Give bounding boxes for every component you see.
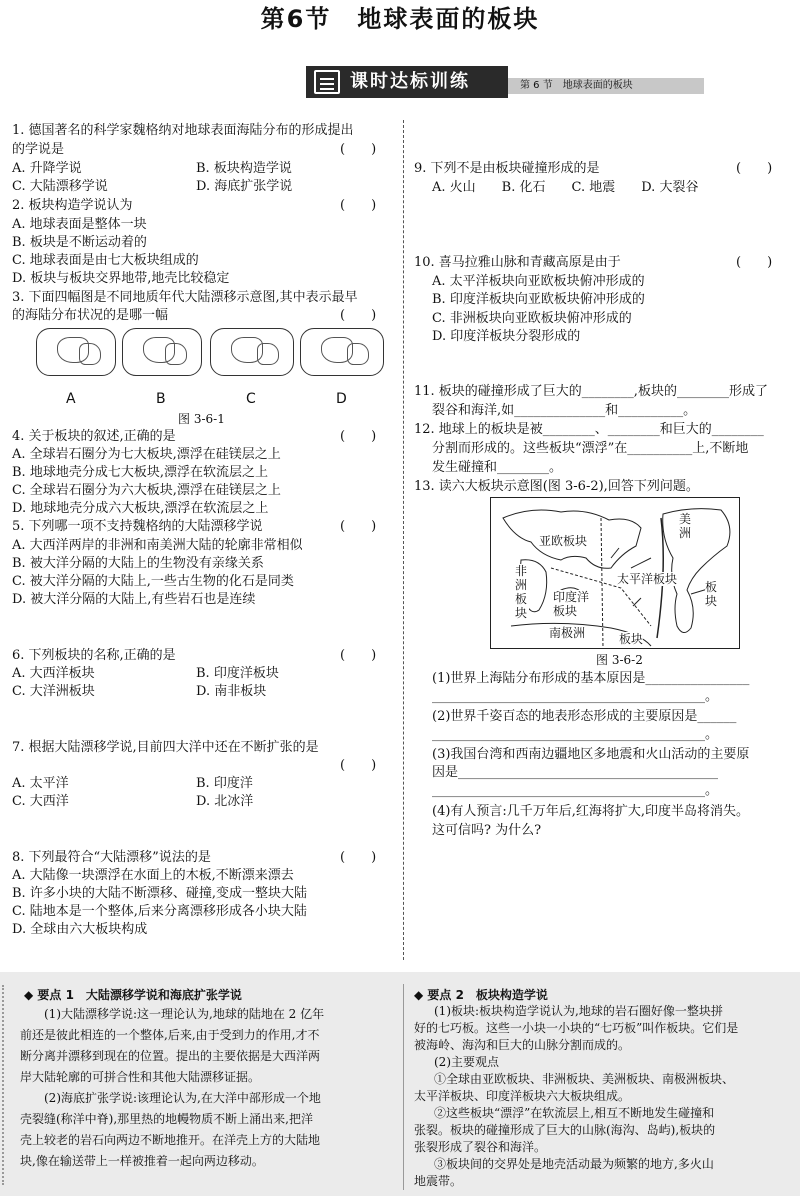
figure-caption-3-6-1: 图 3-6-1 — [178, 412, 225, 426]
question-line: C. 非洲板块向亚欧板块俯冲形成的 — [432, 311, 632, 326]
answer-bracket: ( ) — [340, 648, 377, 663]
banner-subtitle: 第 6 节 地球表面的板块 — [508, 78, 704, 94]
key-point-2-line: ②这些板块“漂浮”在软流层上,相互不断地发生碰撞和 — [434, 1106, 715, 1120]
key-point-2-line: (1)板块:板块构造学说认为,地球的岩石圈好像一整块拼 — [434, 1004, 723, 1018]
question-line: 这可信吗? 为什么? — [432, 823, 542, 838]
question-line: __________________________________________。 — [432, 727, 718, 742]
label-indian-ocean-plate: 印度洋板块 — [553, 590, 590, 618]
option-label-b: B — [156, 391, 166, 407]
question-line: D. 全球由六大板块构成 — [12, 922, 148, 937]
answer-bracket: ( ) — [340, 429, 377, 444]
question-line: B. 许多小块的大陆不断漂移、碰撞,变成一整块大陆 — [12, 886, 307, 901]
question-line: C. 陆地本是一个整体,后来分离漂移形成各小块大陆 — [12, 904, 307, 919]
key-point-1-line: 壳裂缝(称洋中脊),那里热的地幔物质不断上涌出来,把洋 — [20, 1112, 313, 1126]
question-line: D. 印度洋板块分裂形成的 — [432, 329, 581, 344]
question-line: 7. 根据大陆漂移学说,目前四大洋中还在不断扩张的是 — [12, 740, 319, 755]
key-point-2-heading: ◆ 要点 2 板块构造学说 — [414, 988, 548, 1002]
option-label-d: D — [336, 391, 347, 407]
key-point-2-line: 太平洋板块、印度洋板块六大板块组成。 — [414, 1089, 631, 1103]
question-line: A. 大西洋板块 — [12, 666, 95, 681]
question-line: 的海陆分布状况的是哪一幅 — [12, 308, 169, 323]
question-line: C. 大陆漂移学说 — [12, 179, 108, 194]
question-line: 发生碰撞和________。 — [432, 460, 563, 475]
banner-title: 课时达标训练 — [350, 71, 470, 92]
question-line: A. 大西洋两岸的非洲和南美洲大陆的轮廓非常相似 — [12, 538, 303, 553]
question-line: (1)世界上海陆分布形成的基本原因是________________ — [432, 671, 750, 686]
question-line: (4)有人预言:几千万年后,红海将扩大,印度半岛将消失。 — [432, 804, 750, 819]
question-line: A. 全球岩石圈分为七大板块,漂浮在硅镁层之上 — [12, 447, 281, 462]
pencil-note-icon — [314, 70, 340, 94]
question-line: D. 地球地壳分成六大板块,漂浮在软流层之上 — [12, 501, 269, 516]
question-line: A. 火山 B. 化石 C. 地震 D. 大裂谷 — [432, 180, 699, 195]
question-line: C. 全球岩石圈分为六大板块,漂浮在硅镁层之上 — [12, 483, 281, 498]
question-line: 6. 下列板块的名称,正确的是 — [12, 648, 176, 663]
question-line: 1. 德国著名的科学家魏格纳对地球表面海陆分布的形成提出 — [12, 123, 354, 138]
question-line: A. 地球表面是整体一块 — [12, 217, 147, 232]
key-point-1-line: 壳上较老的岩石向两边不断地推开。在洋壳上方的大陆地 — [20, 1133, 321, 1147]
question-option: B. 印度洋板块 — [196, 666, 279, 681]
question-line: 3. 下面四幅图是不同地质年代大陆漂移示意图,其中表示最早 — [12, 290, 358, 305]
question-line: (3)我国台湾和西南边疆地区多地震和火山活动的主要原 — [432, 747, 750, 762]
question-line: 9. 下列不是由板块碰撞形成的是 — [414, 161, 600, 176]
key-point-2-line: ③板块间的交界处是地壳活动最为频繁的地方,多火山 — [434, 1157, 714, 1171]
label-american-plate: 美洲 — [679, 512, 692, 540]
answer-bracket: ( ) — [736, 161, 773, 176]
key-point-2-line: 被海岭、海沟和巨大的山脉分割而成的。 — [414, 1038, 631, 1052]
page-title: 第6节 地球表面的板块 — [260, 5, 540, 33]
question-line: B. 板块是不断运动着的 — [12, 235, 147, 250]
question-option: D. 海底扩张学说 — [196, 179, 293, 194]
key-point-1-line: 断分离并漂移到现在的位置。提出的主要依据是大西洋两 — [20, 1049, 321, 1063]
answer-bracket: ( ) — [340, 198, 377, 213]
question-option: D. 南非板块 — [196, 684, 267, 699]
question-line: __________________________________________。 — [432, 689, 718, 704]
map-option-c — [210, 328, 294, 376]
answer-bracket: ( ) — [340, 142, 377, 157]
key-point-2-line: 好的七巧板。这些一小块一小块的“七巧板”叫作板块。它们是 — [414, 1021, 739, 1035]
question-line: 13. 读六大板块示意图(图 3-6-2),回答下列问题。 — [414, 479, 699, 494]
option-label-a: A — [66, 391, 76, 407]
question-line: 8. 下列最符合“大陆漂移”说法的是 — [12, 850, 211, 865]
key-points-divider — [403, 984, 404, 1190]
question-line: A. 升降学说 — [12, 161, 82, 176]
question-line: D. 被大洋分隔的大陆上,有些岩石也是连续 — [12, 592, 256, 607]
question-line: 12. 地球上的板块是被________、________和巨大的________ — [414, 422, 764, 437]
question-line: C. 地球表面是由七大板块组成的 — [12, 253, 199, 268]
question-option: B. 印度洋 — [196, 776, 253, 791]
option-label-c: C — [246, 391, 256, 407]
answer-bracket: ( ) — [340, 758, 377, 773]
label-antarctic: 南极洲 — [549, 626, 586, 640]
answer-bracket: ( ) — [340, 308, 377, 323]
key-point-1-line: (1)大陆漂移学说:这一理论认为,地球的陆地在 2 亿年 — [44, 1007, 325, 1021]
question-line: 10. 喜马拉雅山脉和青藏高原是由于 — [414, 255, 621, 270]
question-line: 因是________________________________________ — [432, 765, 719, 780]
key-point-2-line: 张裂。板块的碰撞形成了巨大的山脉(海沟、岛屿),板块的 — [414, 1123, 716, 1137]
question-line: __________________________________________。 — [432, 783, 718, 798]
key-point-1-heading: ◆ 要点 1 大陆漂移学说和海底扩张学说 — [24, 988, 242, 1002]
question-line: D. 板块与板块交界地带,地壳比较稳定 — [12, 271, 230, 286]
question-line: 的学说是 — [12, 142, 65, 157]
question-line: B. 被大洋分隔的大陆上的生物没有亲缘关系 — [12, 556, 264, 571]
label-eurasian-plate: 亚欧板块 — [539, 534, 588, 548]
question-option: D. 北冰洋 — [196, 794, 254, 809]
question-line: (2)世界千姿百态的地表形态形成的主要原因是______ — [432, 709, 737, 724]
question-line: 11. 板块的碰撞形成了巨大的________,板块的________形成了 — [414, 384, 768, 399]
key-point-1-line: 块,像在输送带上一样被推着一起向两边移动。 — [20, 1154, 264, 1168]
question-line: 裂谷和海洋,如______________和__________。 — [432, 403, 697, 418]
question-line: 2. 板块构造学说认为 — [12, 198, 133, 213]
question-line: 分割而形成的。这些板块“漂浮”在__________上,不断地 — [432, 441, 749, 456]
key-point-2-line: 地震带。 — [414, 1174, 463, 1188]
label-plate: 板块 — [619, 632, 644, 646]
plate-map — [490, 497, 740, 649]
question-line: B. 地球地壳分成七大板块,漂浮在软流层之上 — [12, 465, 268, 480]
key-point-1-line: 岸大陆轮廓的可拼合性和其他大陆漂移证据。 — [20, 1070, 261, 1084]
map-option-a — [36, 328, 116, 376]
section-banner — [306, 66, 508, 98]
question-line: A. 大陆像一块漂浮在水面上的木板,不断漂来漂去 — [12, 868, 294, 883]
question-line: A. 太平洋 — [12, 776, 69, 791]
answer-bracket: ( ) — [340, 850, 377, 865]
label-african-plate: 非洲板块 — [515, 564, 528, 620]
question-line: C. 大洋洲板块 — [12, 684, 95, 699]
question-line: 5. 下列哪一项不支持魏格纳的大陆漂移学说 — [12, 519, 263, 534]
question-line: 4. 关于板块的叙述,正确的是 — [12, 429, 176, 444]
key-point-1-line: (2)海底扩张学说:该理论认为,在大洋中部形成一个地 — [44, 1091, 321, 1105]
question-option: B. 板块构造学说 — [196, 161, 292, 176]
question-line: C. 被大洋分隔的大陆上,一些古生物的化石是同类 — [12, 574, 294, 589]
key-point-2-line: ①全球由亚欧板块、非洲板块、美洲板块、南极洲板块、 — [434, 1072, 735, 1086]
question-line: B. 印度洋板块向亚欧板块俯冲形成的 — [432, 292, 645, 307]
margin-dots — [2, 985, 8, 1185]
answer-bracket: ( ) — [340, 519, 377, 534]
answer-bracket: ( ) — [736, 255, 773, 270]
question-line: A. 太平洋板块向亚欧板块俯冲形成的 — [432, 274, 645, 289]
column-divider — [403, 120, 404, 960]
label-plate-right: 板块 — [705, 580, 718, 608]
key-point-2-line: 张裂形成了裂谷和海洋。 — [414, 1140, 547, 1154]
key-point-1-line: 前还是彼此相连的一个整体,后来,由于受到力的作用,才不 — [20, 1028, 320, 1042]
map-option-b — [122, 328, 202, 376]
map-option-d — [300, 328, 384, 376]
question-line: C. 大西洋 — [12, 794, 69, 809]
figure-caption-3-6-2: 图 3-6-2 — [596, 653, 643, 667]
key-point-2-line: (2)主要观点 — [434, 1055, 499, 1069]
label-pacific-plate: 太平洋板块 — [617, 572, 678, 586]
